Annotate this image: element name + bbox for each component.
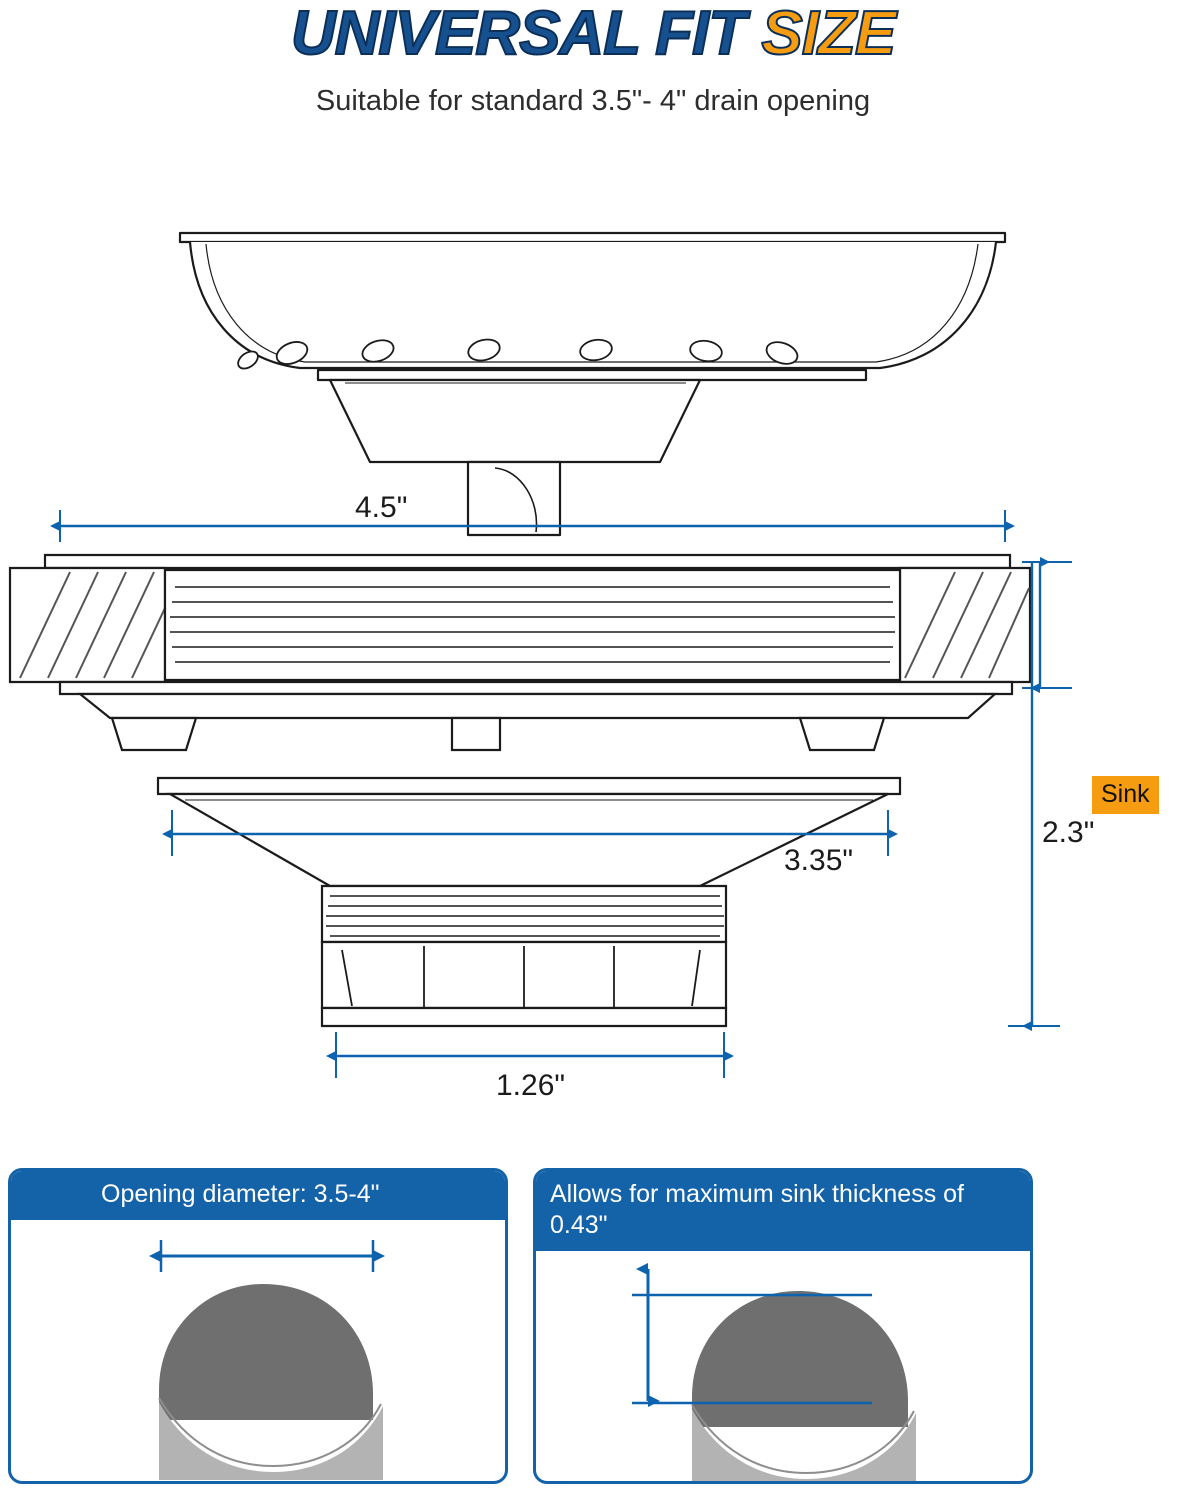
feature-cards xyxy=(0,1168,1186,1488)
page-title-accent: SIZE xyxy=(761,0,896,68)
card-opening-diameter-title: Opening diameter: 3.5-4" xyxy=(11,1171,505,1220)
page-title-primary: UNIVERSAL FIT xyxy=(290,0,762,68)
sink-callout-label: Sink xyxy=(1092,776,1159,814)
product-dimension-diagram xyxy=(0,170,1186,1130)
card-sink-thickness-body xyxy=(536,1251,1030,1484)
strainer-basket-group xyxy=(180,233,1005,535)
dim-label-thread-width: 1.26" xyxy=(496,1069,566,1102)
diagram-svg xyxy=(0,170,1186,1130)
flange-and-thread-group xyxy=(10,555,1030,1026)
dim-label-top-width: 4.5" xyxy=(355,491,408,524)
sink-thickness-illustration xyxy=(536,1251,1030,1481)
dim-label-total-height: 2.3" xyxy=(1042,816,1095,849)
card-opening-diameter-body xyxy=(11,1220,505,1484)
dim-label-basket-width: 3.35" xyxy=(784,844,854,877)
dim-line-thread-width xyxy=(336,1032,724,1102)
card-sink-thickness-title: Allows for maximum sink thickness of 0.43" xyxy=(536,1171,1030,1251)
opening-diameter-illustration xyxy=(11,1220,505,1480)
header xyxy=(0,0,1186,118)
page-title xyxy=(0,0,1186,66)
page-subtitle: Suitable for standard 3.5"- 4" drain opening xyxy=(315,85,871,117)
card-opening-diameter xyxy=(8,1168,508,1484)
card-sink-thickness xyxy=(533,1168,1033,1484)
